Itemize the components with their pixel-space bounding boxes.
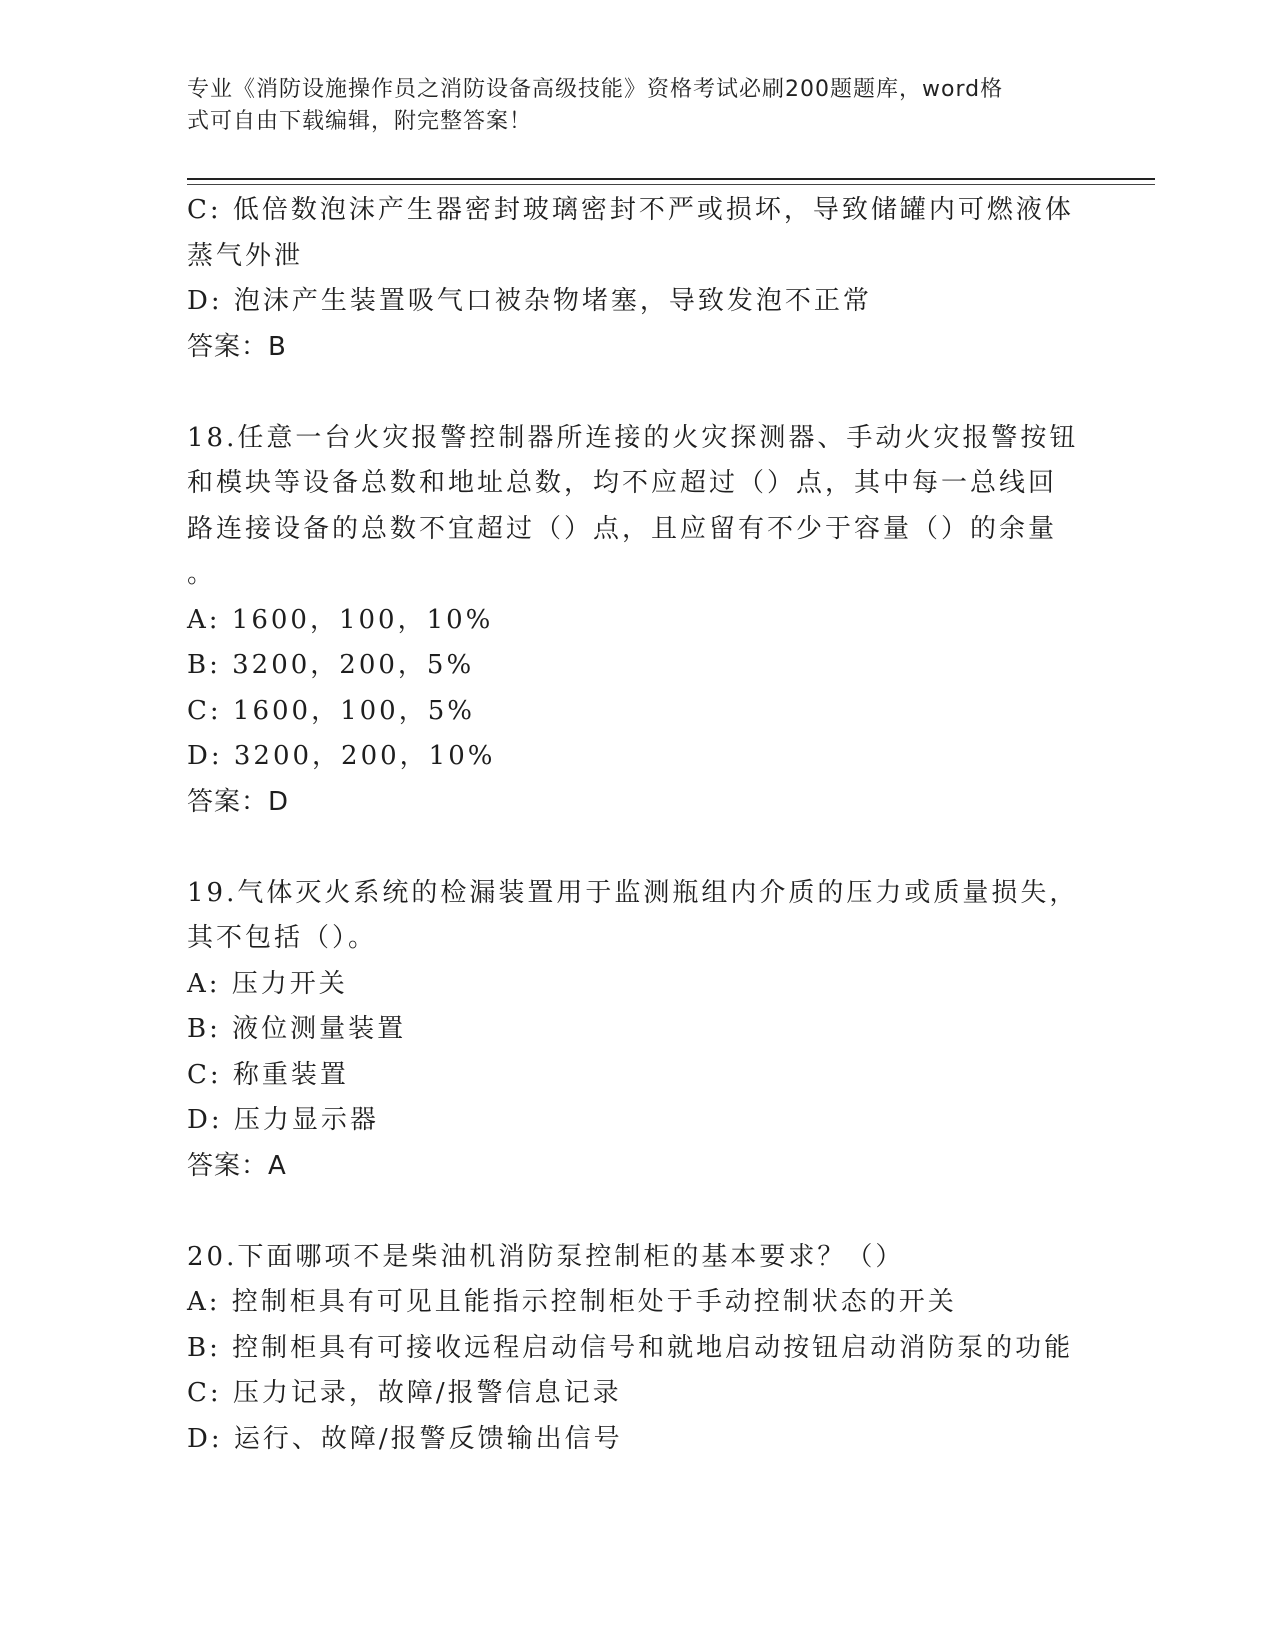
- option-b: B: 液位测量装置: [187, 1014, 407, 1044]
- header-line-1: 专业《消防设施操作员之消防设备高级技能》资格考试必刷200题题库，word格: [187, 77, 1004, 102]
- question-17-tail: [187, 188, 1087, 370]
- question-stem-line-1: 19.气体灭火系统的检漏装置用于监测瓶组内介质的压力或质量损失，: [187, 877, 1079, 908]
- option-a: A: 压力开关: [187, 968, 348, 999]
- spacer: [187, 825, 1087, 871]
- question-18: [187, 416, 1087, 826]
- option-a: A: 控制柜具有可见且能指示控制柜处于手动控制状态的开关: [187, 1287, 957, 1317]
- option-d: D: 运行、故障/报警反馈输出信号: [187, 1423, 623, 1454]
- answer-label: 答案：B: [187, 331, 287, 362]
- option-d: D: 3200，200，10%: [187, 741, 496, 771]
- header-line-2: 式可自由下载编辑，附完整答案！: [187, 109, 533, 134]
- question-20: [187, 1235, 1087, 1463]
- option-b: B: 控制柜具有可接收远程启动信号和就地启动按钮启动消防泵的功能: [187, 1332, 1074, 1363]
- header-divider-thick: [187, 178, 1155, 180]
- question-stem-line-2: 和模块等设备总数和地址总数，均不应超过（）点，其中每一总线回: [187, 468, 1058, 498]
- answer-label: 答案：A: [187, 1150, 287, 1181]
- option-d: D: 泡沫产生装置吸气口被杂物堵塞，导致发泡不正常: [187, 286, 872, 316]
- option-d: D: 压力显示器: [187, 1105, 379, 1135]
- question-stem-line-3: 路连接设备的总数不宜超过（）点，且应留有不少于容量（）的余量: [187, 513, 1058, 544]
- option-c-line-2: 蒸气外泄: [187, 240, 304, 271]
- page-header: [187, 74, 1067, 138]
- document-body: [187, 188, 1087, 1462]
- question-stem-line-2: 其不包括（）。: [187, 923, 378, 953]
- option-c-line-1: C: 低倍数泡沫产生器密封玻璃密封不严或损坏，导致储罐内可燃液体: [187, 195, 1074, 225]
- option-c: C: 压力记录，故障/报警信息记录: [187, 1378, 622, 1408]
- option-b: B: 3200，200，5%: [187, 650, 475, 680]
- spacer: [187, 370, 1087, 416]
- answer-label: 答案：D: [187, 786, 290, 817]
- option-c: C: 1600，100，5%: [187, 695, 475, 726]
- question-stem-line-4: 。: [187, 559, 217, 589]
- question-19: [187, 871, 1087, 1190]
- header-divider-thin: [187, 184, 1155, 185]
- option-a: A: 1600，100，10%: [187, 604, 494, 635]
- option-c: C: 称重装置: [187, 1059, 349, 1090]
- spacer: [187, 1189, 1087, 1235]
- question-stem-line-1: 18.任意一台火灾报警控制器所连接的火灾探测器、手动火灾报警按钮: [187, 422, 1079, 453]
- question-stem-line-1: 20.下面哪项不是柴油机消防泵控制柜的基本要求？（）: [187, 1241, 905, 1272]
